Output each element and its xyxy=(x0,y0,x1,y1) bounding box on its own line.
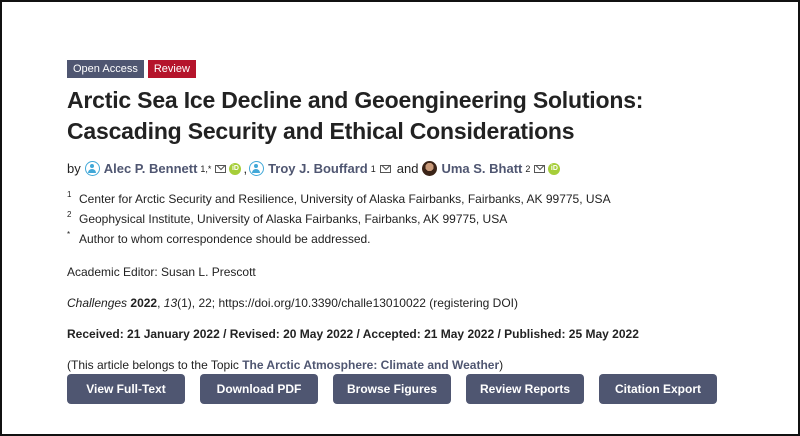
citation-volume: 13 xyxy=(163,296,178,310)
affiliation-item xyxy=(67,189,767,209)
article-meta xyxy=(67,265,767,372)
download-pdf-button[interactable]: Download PDF xyxy=(200,374,318,404)
author-link-bhatt[interactable]: Uma S. Bhatt xyxy=(441,161,523,176)
person-icon[interactable] xyxy=(249,161,264,176)
topic-prefix: (This article belongs to the Topic xyxy=(67,358,243,372)
affiliation-text: Center for Arctic Security and Resilience, University of Alaska Fairbanks, Fairbanks, AK 99775, USA xyxy=(79,192,611,206)
affiliation-number: * xyxy=(67,230,71,239)
topic-link[interactable]: The Arctic Atmosphere: Climate and Weather xyxy=(242,358,500,372)
mail-icon[interactable] xyxy=(215,165,226,173)
author-photo-icon[interactable] xyxy=(422,161,437,176)
academic-editor: Academic Editor: Susan L. Prescott xyxy=(67,265,256,279)
open-access-badge: Open Access xyxy=(67,60,144,78)
mail-icon[interactable] xyxy=(534,165,545,173)
orcid-icon[interactable]: iD xyxy=(229,163,241,175)
journal-name: Challenges xyxy=(67,296,128,310)
title-line-2: Cascading Security and Ethical Considerations xyxy=(67,118,575,144)
comma-separator: , xyxy=(243,161,248,176)
citation-year: 2022 xyxy=(130,296,158,310)
article-title xyxy=(67,85,767,147)
author-link-bennett[interactable]: Alec P. Bennett xyxy=(103,161,198,176)
action-buttons xyxy=(67,374,717,404)
affiliation-item xyxy=(67,229,767,249)
by-label: by xyxy=(67,161,81,176)
publication-dates: Received: 21 January 2022 / Revised: 20 May 2022 / Accepted: 21 May 2022 / Published: 25 May 2022 xyxy=(67,327,639,341)
affiliation-item xyxy=(67,209,767,229)
badge-row xyxy=(67,60,767,78)
topic-suffix: ) xyxy=(499,358,504,372)
topic-line xyxy=(67,358,767,372)
review-reports-button[interactable]: Review Reports xyxy=(466,374,584,404)
title-line-1: Arctic Sea Ice Decline and Geoengineering Solutions: xyxy=(67,87,644,113)
affiliations xyxy=(67,189,767,249)
and-label: and xyxy=(396,161,419,176)
mail-icon[interactable] xyxy=(380,165,391,173)
author-affil-sup: 2 xyxy=(525,163,531,174)
citation-export-button[interactable]: Citation Export xyxy=(599,374,717,404)
author-list xyxy=(67,161,767,176)
author-affil-sup: 1,* xyxy=(200,163,212,174)
browse-figures-button[interactable]: Browse Figures xyxy=(333,374,451,404)
author-link-bouffard[interactable]: Troy J. Bouffard xyxy=(268,161,368,176)
article-header xyxy=(67,60,767,372)
person-icon[interactable] xyxy=(85,161,100,176)
affiliation-text: Author to whom correspondence should be addressed. xyxy=(79,232,371,246)
orcid-icon[interactable]: iD xyxy=(548,163,560,175)
citation-rest: (1), 22; https://doi.org/10.3390/challe13010022 (registering DOI) xyxy=(177,296,518,310)
affiliation-text: Geophysical Institute, University of Alaska Fairbanks, Fairbanks, AK 99775, USA xyxy=(79,212,508,226)
citation-line: Challenges 2022, 13(1), 22; https://doi.org/10.3390/challe13010022 (registering DOI) xyxy=(67,296,518,310)
affiliation-number: 1 xyxy=(67,190,72,199)
author-affil-sup: 1 xyxy=(370,163,376,174)
affiliation-number: 2 xyxy=(67,210,72,219)
review-badge: Review xyxy=(148,60,196,78)
view-full-text-button[interactable]: View Full-Text xyxy=(67,374,185,404)
